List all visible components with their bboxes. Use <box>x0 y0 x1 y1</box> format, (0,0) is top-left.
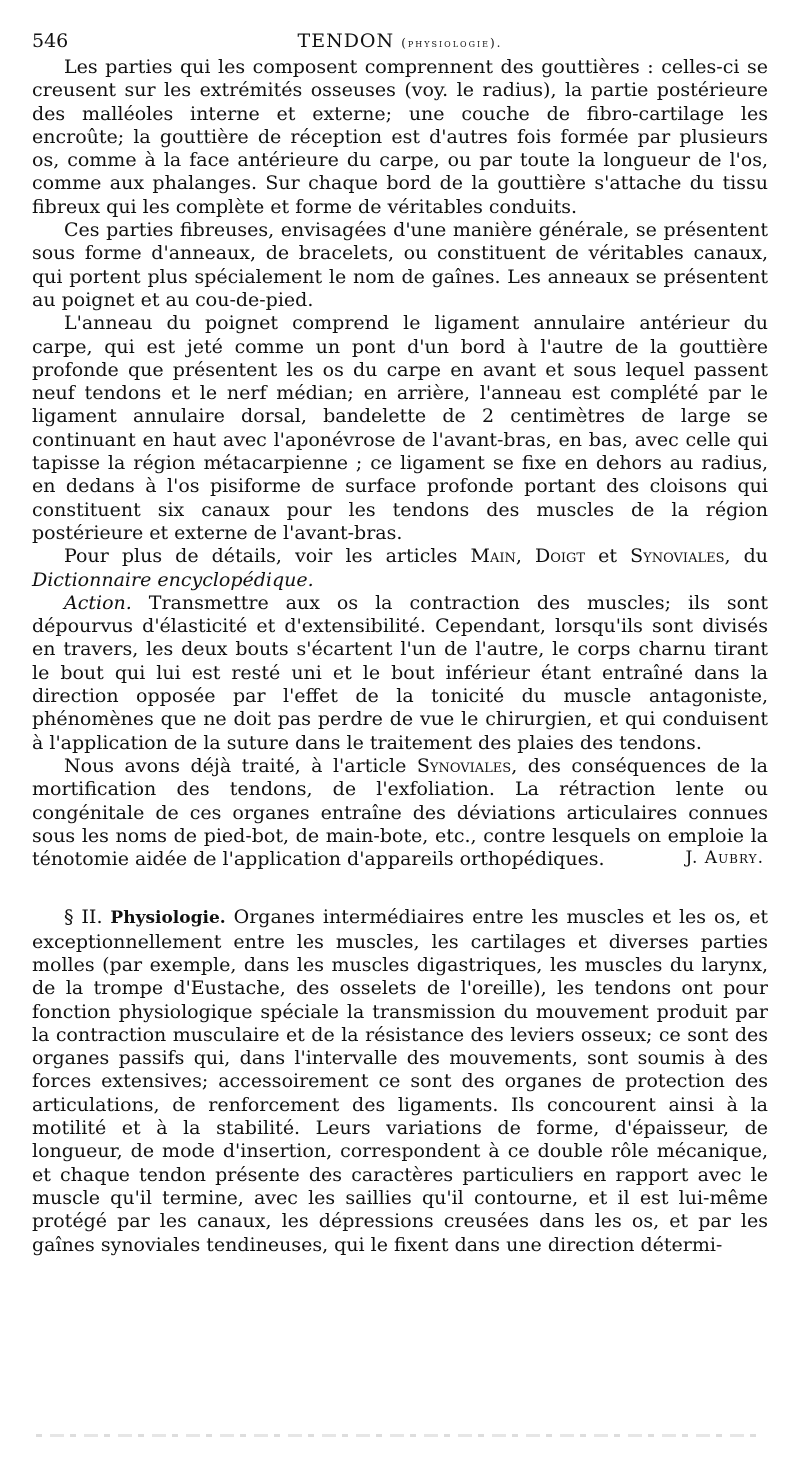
running-header <box>32 22 768 56</box>
details-lead: Pour plus de détails, voir les articles <box>64 545 471 568</box>
paragraph-details <box>32 545 768 592</box>
section-marker: § II. <box>64 906 103 929</box>
details-sep-1: , <box>515 545 535 568</box>
running-title <box>32 30 768 52</box>
section-gap <box>32 868 768 906</box>
section-label-physiologie: Physiologie. <box>110 908 226 929</box>
running-title-main: TENDON <box>297 30 395 52</box>
author-signature: J. Aubry. <box>685 848 764 869</box>
bottom-bleed-through <box>36 1434 756 1437</box>
ref-synoviales-article: Synoviales <box>416 754 512 777</box>
synoviales-before: Nous avons déjà traité, à l'article <box>64 754 417 777</box>
ref-dictionnaire: Dictionnaire encyclopédique. <box>32 568 314 591</box>
ref-main: Main <box>470 545 516 568</box>
details-sep-2: et <box>585 545 631 568</box>
running-title-sub: (physiologie). <box>401 36 503 50</box>
ref-synoviales: Synoviales <box>630 545 725 568</box>
paragraph-action <box>32 592 768 755</box>
synoviales-after: , des conséquences de la mortification des tendons, de l'exfoliation. La rétraction lente ou congénitale de ces organes entraîne des déviations articulaires connues sous les noms de pied-bot, de main-bote, etc., contre lesquels on emploie la ténotomie aidée de l'application d'appareils orthopédiques. <box>32 754 768 871</box>
page-number: 546 <box>32 30 69 52</box>
details-sep-3: , du <box>724 545 769 568</box>
action-label: Action. <box>64 591 132 614</box>
paragraph-physiologie <box>32 906 768 1256</box>
document-page <box>32 22 768 1257</box>
physiologie-text: Organes intermédiaires entre les muscles et les os, et exceptionnellement entre les muscles, les cartilages et diverses parties molles (par exemple, dans les muscles digastriques, les muscles du larynx, de la trompe d'Eustache, des osselets de l'oreille), les tendons ont pour fonction physiologique spéciale la transmission du mouvement produit par la contraction musculaire et de la résistance des leviers osseux; ce sont des organes passifs qui, dans l'intervalle des mouvements, sont soumis à des forces extensives; accessoirement ce sont des organes de protection des articulations, de renforcement des ligaments. Ils concourent ainsi à la motilité et à la stabilité. Leurs variations de forme, d'épaisseur, de longueur, de mode d'insertion, correspondent à ce double rôle mécanique, et chaque tendon présente des caractères particuliers en rapport avec le muscle qu'il termine, avec les saillies qu'il contourne, et il est lui-même protégé par les canaux, les dépressions creusées dans les os, et par les gaînes synoviales tendineuses, qui le fixent dans une direction détermi- <box>32 906 768 1256</box>
ref-doigt: Doigt <box>535 545 586 568</box>
paragraph-anneau-poignet: L'anneau du poignet comprend le ligament annulaire antérieur du carpe, qui est jeté comme un pont d'un bord à l'autre de la gouttière profonde que présentent les os du carpe en avant et sous lequel passent neuf tendons et le nerf médian; en arrière, l'anneau est complété par le ligament annulaire dorsal, bandelette de 2 centimètres de large se continuant en haut avec l'aponévrose de l'avant-bras, en bas, avec celle qui tapisse la région métacarpienne ; ce ligament se fixe en dehors au radius, en dedans à l'os pisiforme de surface profonde portant des cloisons qui constituent six canaux pour les tendons des muscles de la région postérieure et externe de l'avant-bras. <box>32 312 768 544</box>
paragraph-parties-fibreuses: Ces parties fibreuses, envisagées d'une manière générale, se présentent sous forme d'anneaux, de bracelets, ou constituent de véritables canaux, qui portent plus spécialement le nom de gaînes. Les anneaux se présentent au poignet et au cou-de-pied. <box>32 219 768 311</box>
action-text: Transmettre aux os la contraction des muscles; ils sont dépourvus d'élasticité et d'extensibilité. Cependant, lorsqu'ils sont divisés en travers, les deux bouts s'écartent l'un de l'autre, le corps charnu tirant le bout qui lui est resté uni et le bout inférieur étant entraîné dans la direction opposée par l'effet de la tonicité du muscle antagoniste, phénomènes que ne doit pas perdre de vue le chirurgien, et qui conduisent à l'application de la suture dans le traitement des plaies des tendons. <box>32 591 768 754</box>
paragraph-gouttieres: Les parties qui les composent comprennent des gouttières : celles-ci se creusent sur les extrémités osseuses (voy. le radius), la partie postérieure des malléoles interne et externe; une couche de fibro-cartilage les encroûte; la gouttière de réception est d'autres fois formée par plusieurs os, comme à la face antérieure du carpe, ou par toute la longueur de l'os, comme aux phalanges. Sur chaque bord de la gouttière s'attache du tissu fibreux qui les complète et forme de véritables conduits. <box>32 56 768 218</box>
